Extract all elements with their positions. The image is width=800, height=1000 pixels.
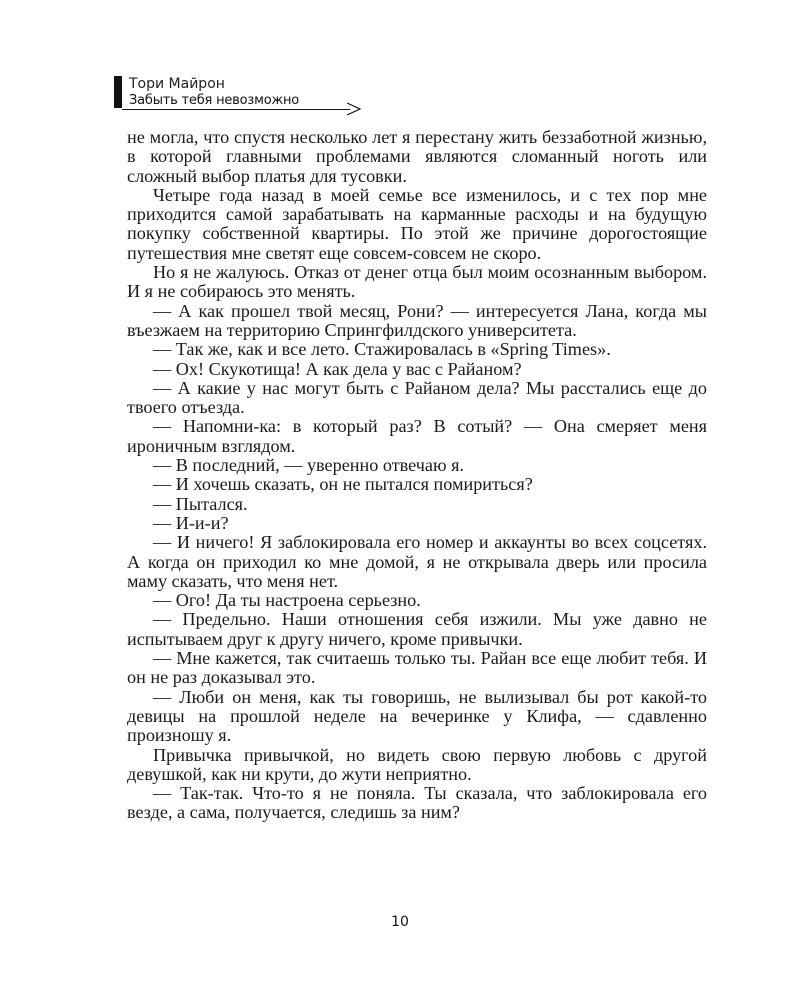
paragraph: — Так-так. Что-то я не поняла. Ты сказала, что заблокировала его везде, а сама, получается, следишь за ним?: [127, 783, 707, 823]
paragraph: — Ого! Да ты настроена серьезно.: [153, 590, 421, 611]
running-header: [114, 76, 364, 116]
paragraph: — И ничего! Я заблокировала его номер и аккаунты во всех соцсетях. А когда он приходил ко мне домой, я не открывала дверь или просила маму сказать, что меня нет.: [127, 532, 707, 591]
paragraph: не могла, что спустя несколько лет я перестану жить беззаботной жизнью, в которой главными проблемами являются сломанный ноготь или сложный выбор платья для тусовки.: [127, 127, 707, 186]
paragraph: Но я не жалуюсь. Отказ от денег отца был моим осознанным выбором. И я не собираюсь это менять.: [127, 262, 707, 302]
paragraph: — И хочешь сказать, он не пытался помириться?: [153, 474, 533, 495]
paragraph: — Ох! Скукотища! А как дела у вас с Райаном?: [153, 358, 522, 379]
paragraph: — Напомни-ка: в который раз? В сотый? — Она смеряет меня ироничным взглядом.: [127, 416, 707, 456]
header-bar: [114, 76, 122, 108]
body-text: [127, 128, 707, 823]
header-rule: [122, 109, 350, 110]
paragraph: — Мне кажется, так считаешь только ты. Райан все еще любит тебя. И он не раз доказывал это.: [127, 648, 707, 688]
header-arrow-icon: [346, 101, 362, 117]
paragraph: — Пытался.: [153, 493, 248, 514]
paragraph: — Люби он меня, как ты говоришь, не вылизывал бы рот какой-то девицы на прошлой неделе на вечеринке у Клифа, — сдавленно произношу я.: [127, 686, 707, 746]
paragraph: — В последний, — уверенно отвечаю я.: [153, 455, 465, 476]
paragraph: Привычка привычкой, но видеть свою первую любовь с другой девушкой, как ни крути, до жути неприятно.: [127, 744, 707, 784]
paragraph: — А какие у нас могут быть с Райаном дела? Мы расстались еще до твоего отъезда.: [127, 377, 707, 418]
page-number: 10: [391, 914, 409, 930]
paragraph: — И-и-и?: [153, 512, 229, 533]
paragraph: — А как прошел твой месяц, Рони? — интересуется Лана, когда мы въезжаем на территорию Спрингфилдского университета.: [127, 300, 707, 340]
paragraph: — Так же, как и все лето. Стажировалась в «Spring Times».: [153, 339, 611, 360]
paragraph: — Предельно. Наши отношения себя изжили. Мы уже давно не испытываем друг к другу ничего, кроме привычки.: [127, 609, 707, 649]
author-name: Тори Майрон: [129, 76, 225, 92]
paragraph: Четыре года назад в моей семье все изменилось, и с тех пор мне приходится самой зарабатывать на карманные расходы и на будущую покупку собственной квартиры. По этой же причине дорогостоящие путешествия мне светят еще совсем-совсем не скоро.: [127, 184, 707, 263]
book-title: Забыть тебя невозможно: [129, 93, 300, 108]
